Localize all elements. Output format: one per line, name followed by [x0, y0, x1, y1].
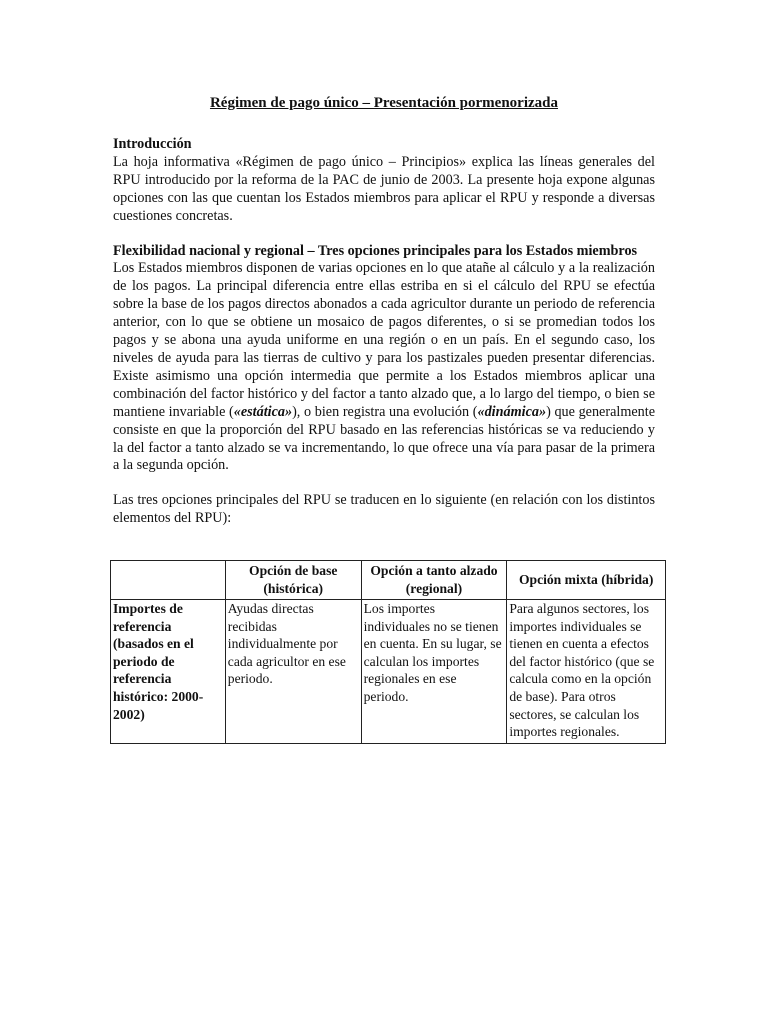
table-row-label: Importes de referencia (basados en el periodo de referencia histórico: 2000-2002) — [111, 600, 226, 744]
table-header-base-option: Opción de base (histórica) — [225, 561, 361, 600]
flexibility-text-part3: ) que generalmente consiste en que la proporción del RPU basado en las referencias históricas se va reduciendo y la del factor a tanto alzado se va incrementando, lo que ofrece una vía para pasar de la primera a la segunda opción. — [113, 403, 655, 474]
flexibility-text-part1: Los Estados miembros disponen de varias opciones en lo que atañe al cálculo y a la realización de los pagos. La principal diferencia entre ellas estriba en si el cálculo del RPU se efectúa sobre la base de los pagos directos abonados a cada agricultor durante un periodo de referencia anterior, con lo que se obtiene un mosaico de pagos diferentes, o si se promedian todos los pagos y se abona una ayuda uniforme en una región o en un país. En el segundo caso, los niveles de ayuda para las tierras de cultivo y para los pastizales pueden presentar diferencias. Existe asimismo una opción intermedia que permite a los Estados miembros aplicar una combinación del factor histórico y del factor a tanto alzado que, a lo largo del tiempo, o bien se mantiene invariable ( — [113, 260, 655, 420]
table-cell-flat-rate-option: Los importes individuales no se tienen en cuenta. En su lugar, se calculan los importes regionales en ese periodo. — [361, 600, 507, 744]
flexibility-text-part2: ), o bien registra una evolución ( — [292, 403, 478, 420]
table-cell-mixed-option: Para algunos sectores, los importes individuales se tienen en cuenta a efectos del factor histórico (que se calcula como en la opción de base). Para otros sectores, se calculan los importes regionales. — [507, 600, 666, 744]
table-row — [111, 600, 666, 744]
table-header-flat-rate-option: Opción a tanto alzado (regional) — [361, 561, 507, 600]
table-header-mixed-option: Opción mixta (híbrida) — [507, 561, 666, 600]
options-intro-paragraph: Las tres opciones principales del RPU se traducen en lo siguiente (en relación con los distintos elementos del RPU): — [113, 492, 655, 527]
paragraph-spacer — [113, 475, 655, 492]
term-dynamic: «dinámica» — [477, 403, 547, 420]
intro-paragraph: La hoja informativa «Régimen de pago único – Principios» explica las líneas generales del RPU introducido por la reforma de la PAC de junio de 2003. La presente hoja expone algunas opciones con las que cuentan los Estados miembros para aplicar el RPU y responde a diversas cuestiones concretas. — [113, 153, 655, 224]
table-header-row — [111, 561, 666, 600]
options-comparison-table — [110, 560, 666, 744]
document-body — [113, 93, 655, 528]
paragraph-spacer — [113, 226, 655, 243]
document-title: Régimen de pago único – Presentación pormenorizada — [209, 95, 559, 111]
intro-heading: Introducción — [113, 136, 192, 152]
table-header-empty — [111, 561, 226, 600]
term-static: «estática» — [233, 403, 293, 420]
flexibility-heading: Flexibilidad nacional y regional – Tres opciones principales para los Estados miembros — [113, 242, 638, 259]
table-cell-base-option: Ayudas directas recibidas individualmente por cada agricultor en ese periodo. — [225, 600, 361, 744]
flexibility-paragraph — [113, 260, 655, 475]
